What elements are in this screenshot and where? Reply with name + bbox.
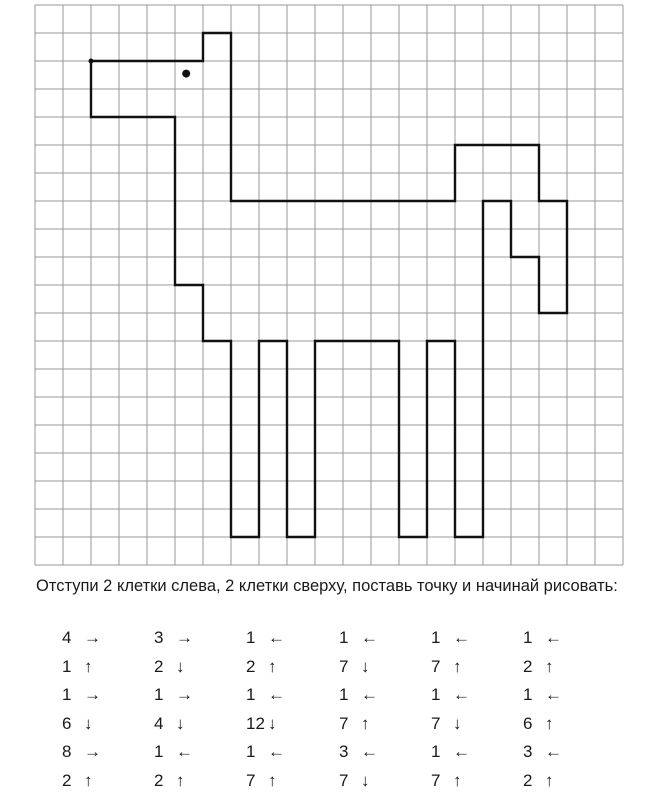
steps-column [246, 624, 326, 795]
arrow-up-icon: ↑ [545, 770, 554, 790]
step-item [154, 653, 234, 682]
step-item [62, 710, 142, 739]
steps-column [154, 624, 234, 795]
arrow-up-icon: ↑ [545, 713, 554, 733]
step-count: 7 [246, 770, 256, 790]
horse-eye-icon [182, 70, 190, 78]
arrow-left-icon: ← [453, 628, 470, 647]
arrow-down-icon: ↓ [361, 656, 370, 676]
step-count: 2 [62, 770, 72, 790]
arrow-up-icon: ↑ [84, 770, 93, 790]
step-count: 2 [154, 656, 164, 676]
step-count: 7 [339, 713, 349, 733]
step-count: 7 [339, 770, 349, 790]
step-count: 1 [431, 742, 441, 761]
arrow-left-icon: ← [268, 742, 285, 761]
step-item [339, 738, 419, 767]
arrow-down-icon: ↓ [176, 656, 185, 676]
step-count: 7 [339, 656, 349, 676]
step-count: 8 [62, 742, 72, 761]
step-item [523, 681, 603, 710]
step-count: 6 [62, 713, 72, 733]
arrow-right-icon: → [84, 628, 101, 647]
arrow-left-icon: ← [453, 742, 470, 761]
step-item [431, 738, 511, 767]
step-count: 2 [246, 656, 256, 676]
arrow-left-icon: ← [268, 628, 285, 647]
step-count: 4 [154, 713, 164, 733]
step-count: 1 [523, 628, 533, 647]
step-count: 2 [154, 770, 164, 790]
step-item [523, 710, 603, 739]
start-point-dot [89, 59, 94, 64]
step-count: 12 [246, 713, 265, 733]
step-item [431, 624, 511, 653]
steps-column [523, 624, 603, 795]
step-item [339, 710, 419, 739]
step-count: 1 [339, 628, 349, 647]
step-item [431, 653, 511, 682]
step-item [523, 738, 603, 767]
steps-column [62, 624, 142, 795]
step-count: 1 [246, 742, 256, 761]
step-count: 7 [431, 713, 441, 733]
arrow-left-icon: ← [361, 628, 378, 647]
step-item [431, 767, 511, 796]
step-item [339, 653, 419, 682]
arrow-down-icon: ↓ [84, 713, 93, 733]
arrow-down-icon: ↓ [176, 713, 185, 733]
step-count: 3 [154, 628, 164, 647]
step-count: 1 [154, 685, 164, 704]
arrow-left-icon: ← [361, 742, 378, 761]
arrow-down-icon: ↓ [453, 713, 462, 733]
step-count: 3 [339, 742, 349, 761]
arrow-right-icon: → [84, 742, 101, 761]
instruction-text: Отступи 2 клетки слева, 2 клетки сверху, поставь точку и начинай рисовать: [36, 577, 618, 595]
arrow-left-icon: ← [268, 685, 285, 704]
arrow-left-icon: ← [361, 685, 378, 704]
steps-column [339, 624, 419, 795]
step-count: 1 [431, 628, 441, 647]
step-item [62, 738, 142, 767]
step-count: 7 [431, 770, 441, 790]
step-item [246, 767, 326, 796]
step-item [246, 624, 326, 653]
steps-column [431, 624, 511, 795]
step-item [154, 681, 234, 710]
step-item [523, 653, 603, 682]
step-item [154, 624, 234, 653]
step-item [523, 624, 603, 653]
step-count: 3 [523, 742, 533, 761]
arrow-left-icon: ← [176, 742, 193, 761]
step-item [62, 653, 142, 682]
step-count: 1 [523, 685, 533, 704]
step-count: 1 [62, 656, 72, 676]
step-item [62, 624, 142, 653]
step-count: 1 [431, 685, 441, 704]
arrow-left-icon: ← [545, 628, 562, 647]
step-count: 1 [339, 685, 349, 704]
step-item [246, 681, 326, 710]
step-item [246, 653, 326, 682]
step-item [339, 624, 419, 653]
step-item [154, 738, 234, 767]
arrow-right-icon: → [84, 685, 101, 704]
arrow-left-icon: ← [453, 685, 470, 704]
step-item [431, 710, 511, 739]
arrow-up-icon: ↑ [453, 656, 462, 676]
arrow-up-icon: ↑ [176, 770, 185, 790]
step-count: 1 [62, 685, 72, 704]
arrow-left-icon: ← [545, 742, 562, 761]
step-item [62, 767, 142, 796]
step-count: 1 [246, 685, 256, 704]
step-item [339, 681, 419, 710]
arrow-right-icon: → [176, 628, 193, 647]
step-count: 1 [154, 742, 164, 761]
step-count: 4 [62, 628, 72, 647]
step-item [62, 681, 142, 710]
step-item [154, 710, 234, 739]
arrow-up-icon: ↑ [453, 770, 462, 790]
step-item [523, 767, 603, 796]
arrow-up-icon: ↑ [268, 770, 277, 790]
arrow-down-icon: ↓ [361, 770, 370, 790]
step-count: 6 [523, 713, 533, 733]
step-count: 1 [246, 628, 256, 647]
step-item [431, 681, 511, 710]
arrow-up-icon: ↑ [84, 656, 93, 676]
step-item [339, 767, 419, 796]
step-count: 2 [523, 656, 533, 676]
step-item [154, 767, 234, 796]
arrow-right-icon: → [176, 685, 193, 704]
arrow-down-icon: ↓ [268, 713, 277, 733]
step-count: 7 [431, 656, 441, 676]
arrow-left-icon: ← [545, 685, 562, 704]
arrow-up-icon: ↑ [268, 656, 277, 676]
step-item [246, 738, 326, 767]
step-count: 2 [523, 770, 533, 790]
step-item [246, 710, 326, 739]
arrow-up-icon: ↑ [361, 713, 370, 733]
arrow-up-icon: ↑ [545, 656, 554, 676]
